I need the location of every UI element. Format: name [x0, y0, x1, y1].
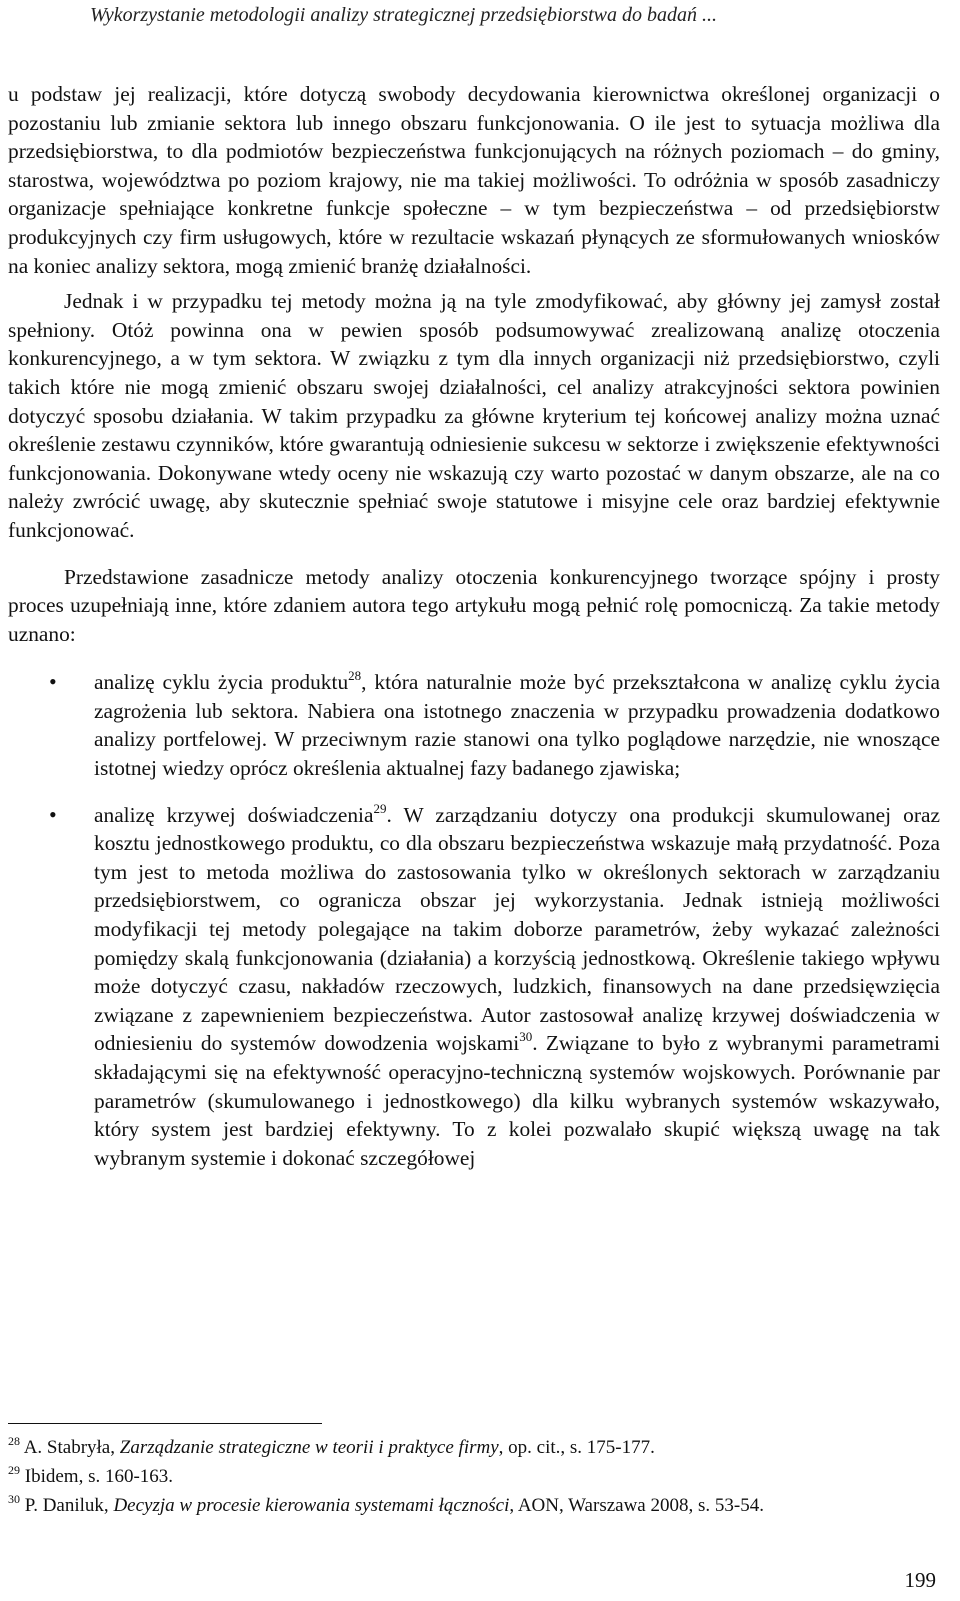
bullet-icon: •: [49, 801, 57, 827]
footnote-text: , AON, Warszawa 2008, s. 53-54.: [509, 1495, 764, 1516]
list-item-text: . W zarządzaniu dotyczy ona produkcji skumulowanej oraz kosztu jednostkowego produktu, co dla obszaru bezpieczeństwa wskazuje małą przydatność. Poza tym jest to metoda możliwa do zastosowania tylko w określonych sektorach w zarządzaniu przedsiębiorstwem, co ogranicza obszar jej wykorzystania. Jednak istnieją możliwości modyfikacji tej metody polegające na takim doborze parametrów, żeby wykazać zależności pomiędzy skalą funkcjonowania (działania) a korzyścią jednostkową. Określenie takiego wpływu może dotyczyć czasu, nakładów rzeczowych, ludzkich, finansowych na dane przedsięwzięcia związane z zapewnieniem bezpieczeństwa. Autor zastosował analizę krzywej doświadczenia w odniesieniu do systemów dowodzenia wojskami: [94, 802, 940, 1056]
list-item-lead: analizę krzywej doświadczenia: [94, 802, 374, 827]
footnote-text: P. Daniluk,: [20, 1495, 114, 1516]
footnote: [8, 1462, 938, 1491]
footnote-ref-28[interactable]: 28: [348, 668, 362, 684]
page-number: 199: [904, 1568, 936, 1592]
list-item: [8, 668, 940, 782]
footnote-text: , op. cit., s. 175-177.: [498, 1437, 655, 1458]
list-item: [8, 801, 940, 1173]
list-item-text-continued: . Związane to było z wybranymi parametrami składającymi się na efektywność operacyjno-techniczną systemów wojskowych. Porównanie par parametrów (skumulowanego i jednostkowego) dla kilku wybranych systemów wskazywało, który system jest bardziej efektywny. To z kolei pozwalało skupić większą uwagę na tak wybranym systemie i dokonać szczegółowej: [94, 1031, 940, 1170]
methods-list: [8, 668, 940, 1172]
list-item-text: , która naturalnie może być przekształcona w analizę cyklu życia zagrożenia lub sektora. Nabiera ona istotnego znaczenia w przypadku prowadzenia dodatkowo analizy portfelowej. W przeciwnym razie stanowi ona tylko poglądowe narzędzie, nie wnoszące istotnej wiedzy oprócz określenia aktualnej fazy badanego zjawiska;: [94, 670, 940, 781]
footnote-text: A. Stabryła,: [20, 1437, 120, 1458]
bullet-icon: •: [49, 669, 57, 695]
footnote: [8, 1491, 938, 1520]
footnote-number: 28: [8, 1433, 20, 1448]
body-text: [8, 80, 940, 1172]
footnote-number: 29: [8, 1462, 20, 1477]
paragraph-1: u podstaw jej realizacji, które dotyczą swobody decydowania kierownictwa określonej organizacji o pozostaniu lub zmianie sektora lub innego obszaru funkcjonowania. O ile jest to sytuacja możliwa dla przedsiębiorstwa, to dla podmiotów bezpieczeństwa funkcjonujących na różnych poziomach – do gminy, starostwa, województwa po poziom krajowy, nie ma takiej możliwości. To odróżnia w sposób zasadniczy organizacje spełniające konkretne funkcje społeczne – w tym bezpieczeństwa – od przedsiębiorstw produkcyjnych czy firm usługowych, które w rezultacie wskazań płynących ze sformułowanych wniosków na koniec analizy sektora, mogą zmienić branżę działalności.: [8, 82, 940, 278]
footnote-text: Ibidem, s. 160-163.: [20, 1466, 174, 1487]
footnote-ref-29[interactable]: 29: [373, 800, 387, 816]
footnote: [8, 1433, 938, 1462]
paragraph-2: Jednak i w przypadku tej metody można ją na tyle zmodyfikować, aby główny jej zamysł został spełniony. Otóż powinna ona w pewien sposób podsumowywać zrealizowaną analizę otoczenia konkurencyjnego, a w tym sektora. W związku z tym dla innych organizacji niż przedsiębiorstwo, czyli takich które nie mogą zmienić obszaru swojej działalności, cel analizy atrakcyjności sektora powinien dotyczyć sposobu działania. W takim przypadku za główne kryterium tej końcowej analizy można uznać określenie zestawu czynników, które gwarantują odniesienie sukcesu w sektorze i zwiększenie efektywności funkcjonowania. Dokonywane wtedy oceny nie wskazują czy warto pozostać w danym obszarze, ale na co należy zwrócić uwagę, aby skutecznie spełniać swoje statutowe i misyjne cele oraz bardziej efektywnie funkcjonować.: [8, 289, 940, 542]
list-item-lead: analizę cyklu życia produktu: [94, 670, 349, 695]
footnote-number: 30: [8, 1491, 20, 1506]
footnote-title: Decyzja w procesie kierowania systemami łączności: [113, 1495, 510, 1516]
running-header: Wykorzystanie metodologii analizy strategicznej przedsiębiorstwa do badań ...: [90, 4, 718, 26]
paragraph-3: Przedstawione zasadnicze metody analizy otoczenia konkurencyjnego tworzące spójny i prosty proces uzupełniają inne, które zdaniem autora tego artykułu mogą pełnić rolę pomocniczą. Za takie metody uznano:: [8, 564, 940, 646]
footnote-divider: [8, 1423, 322, 1424]
footnotes: [8, 1433, 938, 1520]
footnote-ref-30[interactable]: 30: [519, 1029, 533, 1045]
footnote-title: Zarządzanie strategiczne w teorii i praktyce firmy: [119, 1437, 499, 1458]
